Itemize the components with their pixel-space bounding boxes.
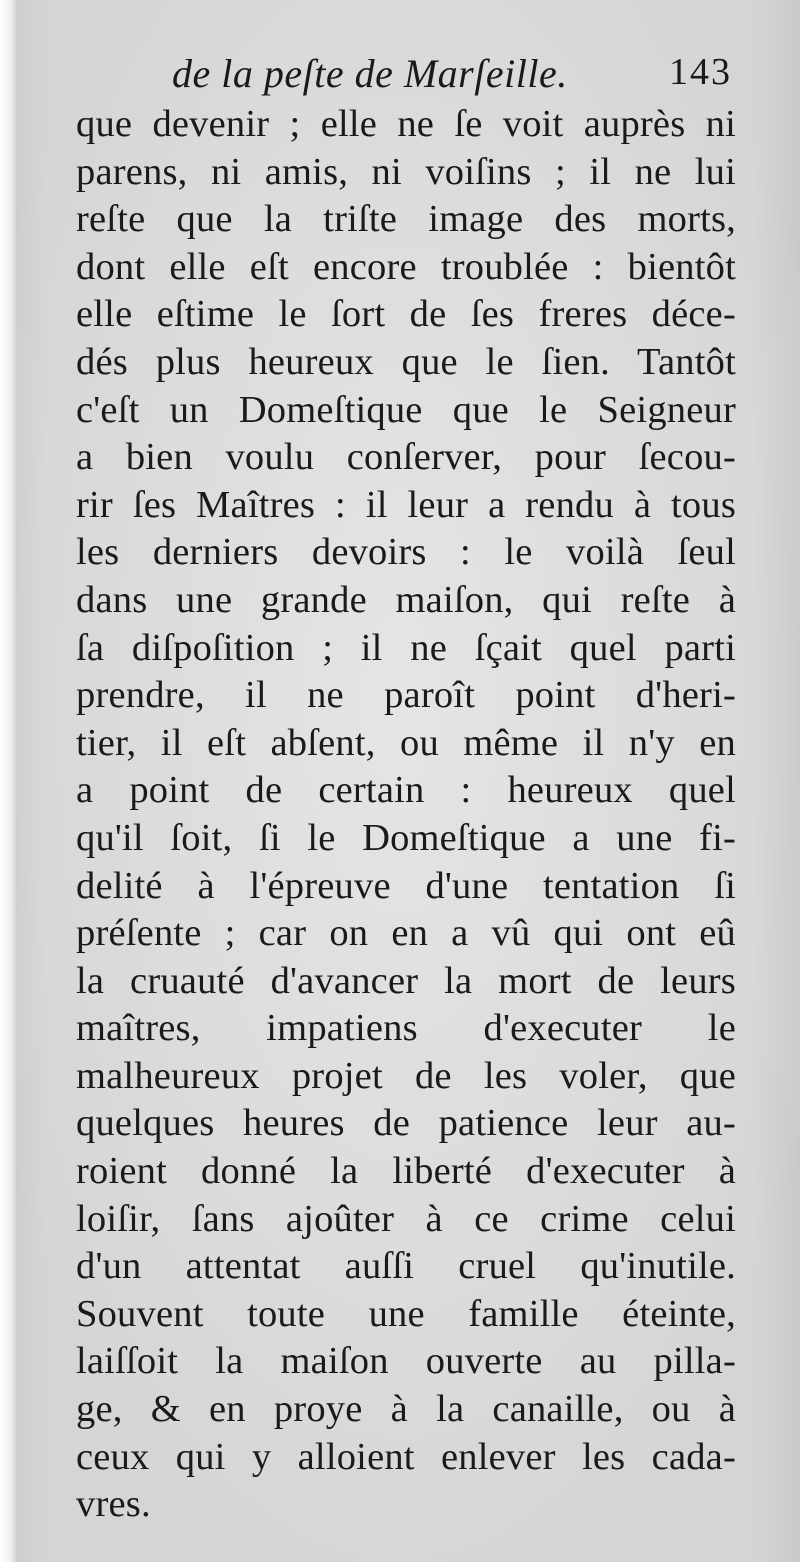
text-line: Souvent toute une famille éteinte, [76,1292,736,1335]
text-line: ſa diſpoſition ; il ne ſçait quel parti [76,626,736,669]
text-line: roient donné la liberté d'executer à [76,1150,736,1193]
text-line: tier, il eſt abſent, ou même il n'y en [76,721,736,764]
text-line: maîtres, impatiens d'executer le [76,1007,736,1050]
text-line: rir ſes Maîtres : il leur a rendu à tous [76,483,736,526]
text-line: a point de certain : heureux quel [76,769,736,812]
text-line: laiſſoit la maiſon ouverte au pilla- [76,1340,736,1383]
text-line-last: vres. [76,1483,151,1526]
text-line: dont elle eſt encore troublée : bientôt [76,245,736,288]
text-line: ge, & en proye à la canaille, ou à [76,1388,736,1431]
page-left-margin-edge [0,0,16,1562]
text-line: delité à l'épreuve d'une tentation ſi [76,864,736,907]
text-line: parens, ni amis, ni voiſins ; il ne lui [76,150,736,193]
text-line: reſte que la triſte image des morts, [76,198,736,241]
text-line: c'eſt un Domeſtique que le Seigneur [76,388,736,431]
text-line: loiſir, ſans ajoûter à ce crime celui [76,1197,736,1240]
text-line: les derniers devoirs : le voilà ſeul [76,531,736,574]
text-line: dans une grande maiſon, qui reſte à [76,578,736,621]
text-line: prendre, il ne paroît point d'heri- [76,674,736,717]
text-line: quelques heures de patience leur au- [76,1102,736,1145]
running-header [172,50,732,100]
text-line: ceux qui y alloient enlever les cada- [76,1435,736,1478]
text-line: que devenir ; elle ne ſe voit auprès ni [76,103,736,145]
text-line: dés plus heureux que le ſien. Tantôt [76,340,736,383]
text-line: la cruauté d'avancer la mort de leurs [76,959,736,1002]
page-number: 143 [669,51,732,93]
text-line: a bien voulu conſerver, pour ſecou- [76,436,736,479]
text-line: d'un attentat auſſi cruel qu'inutile. [76,1245,736,1288]
text-line: préſente ; car on en a vû qui ont eû [76,912,736,955]
running-title: de la peſte de Marſeille. [172,51,568,96]
text-line: malheureux projet de les voler, que [76,1054,736,1097]
body-text [76,101,736,1529]
text-line: elle eſtime le ſort de ſes freres déce- [76,293,736,336]
text-line: qu'il ſoit, ſi le Domeſtique a une fi- [76,816,736,859]
